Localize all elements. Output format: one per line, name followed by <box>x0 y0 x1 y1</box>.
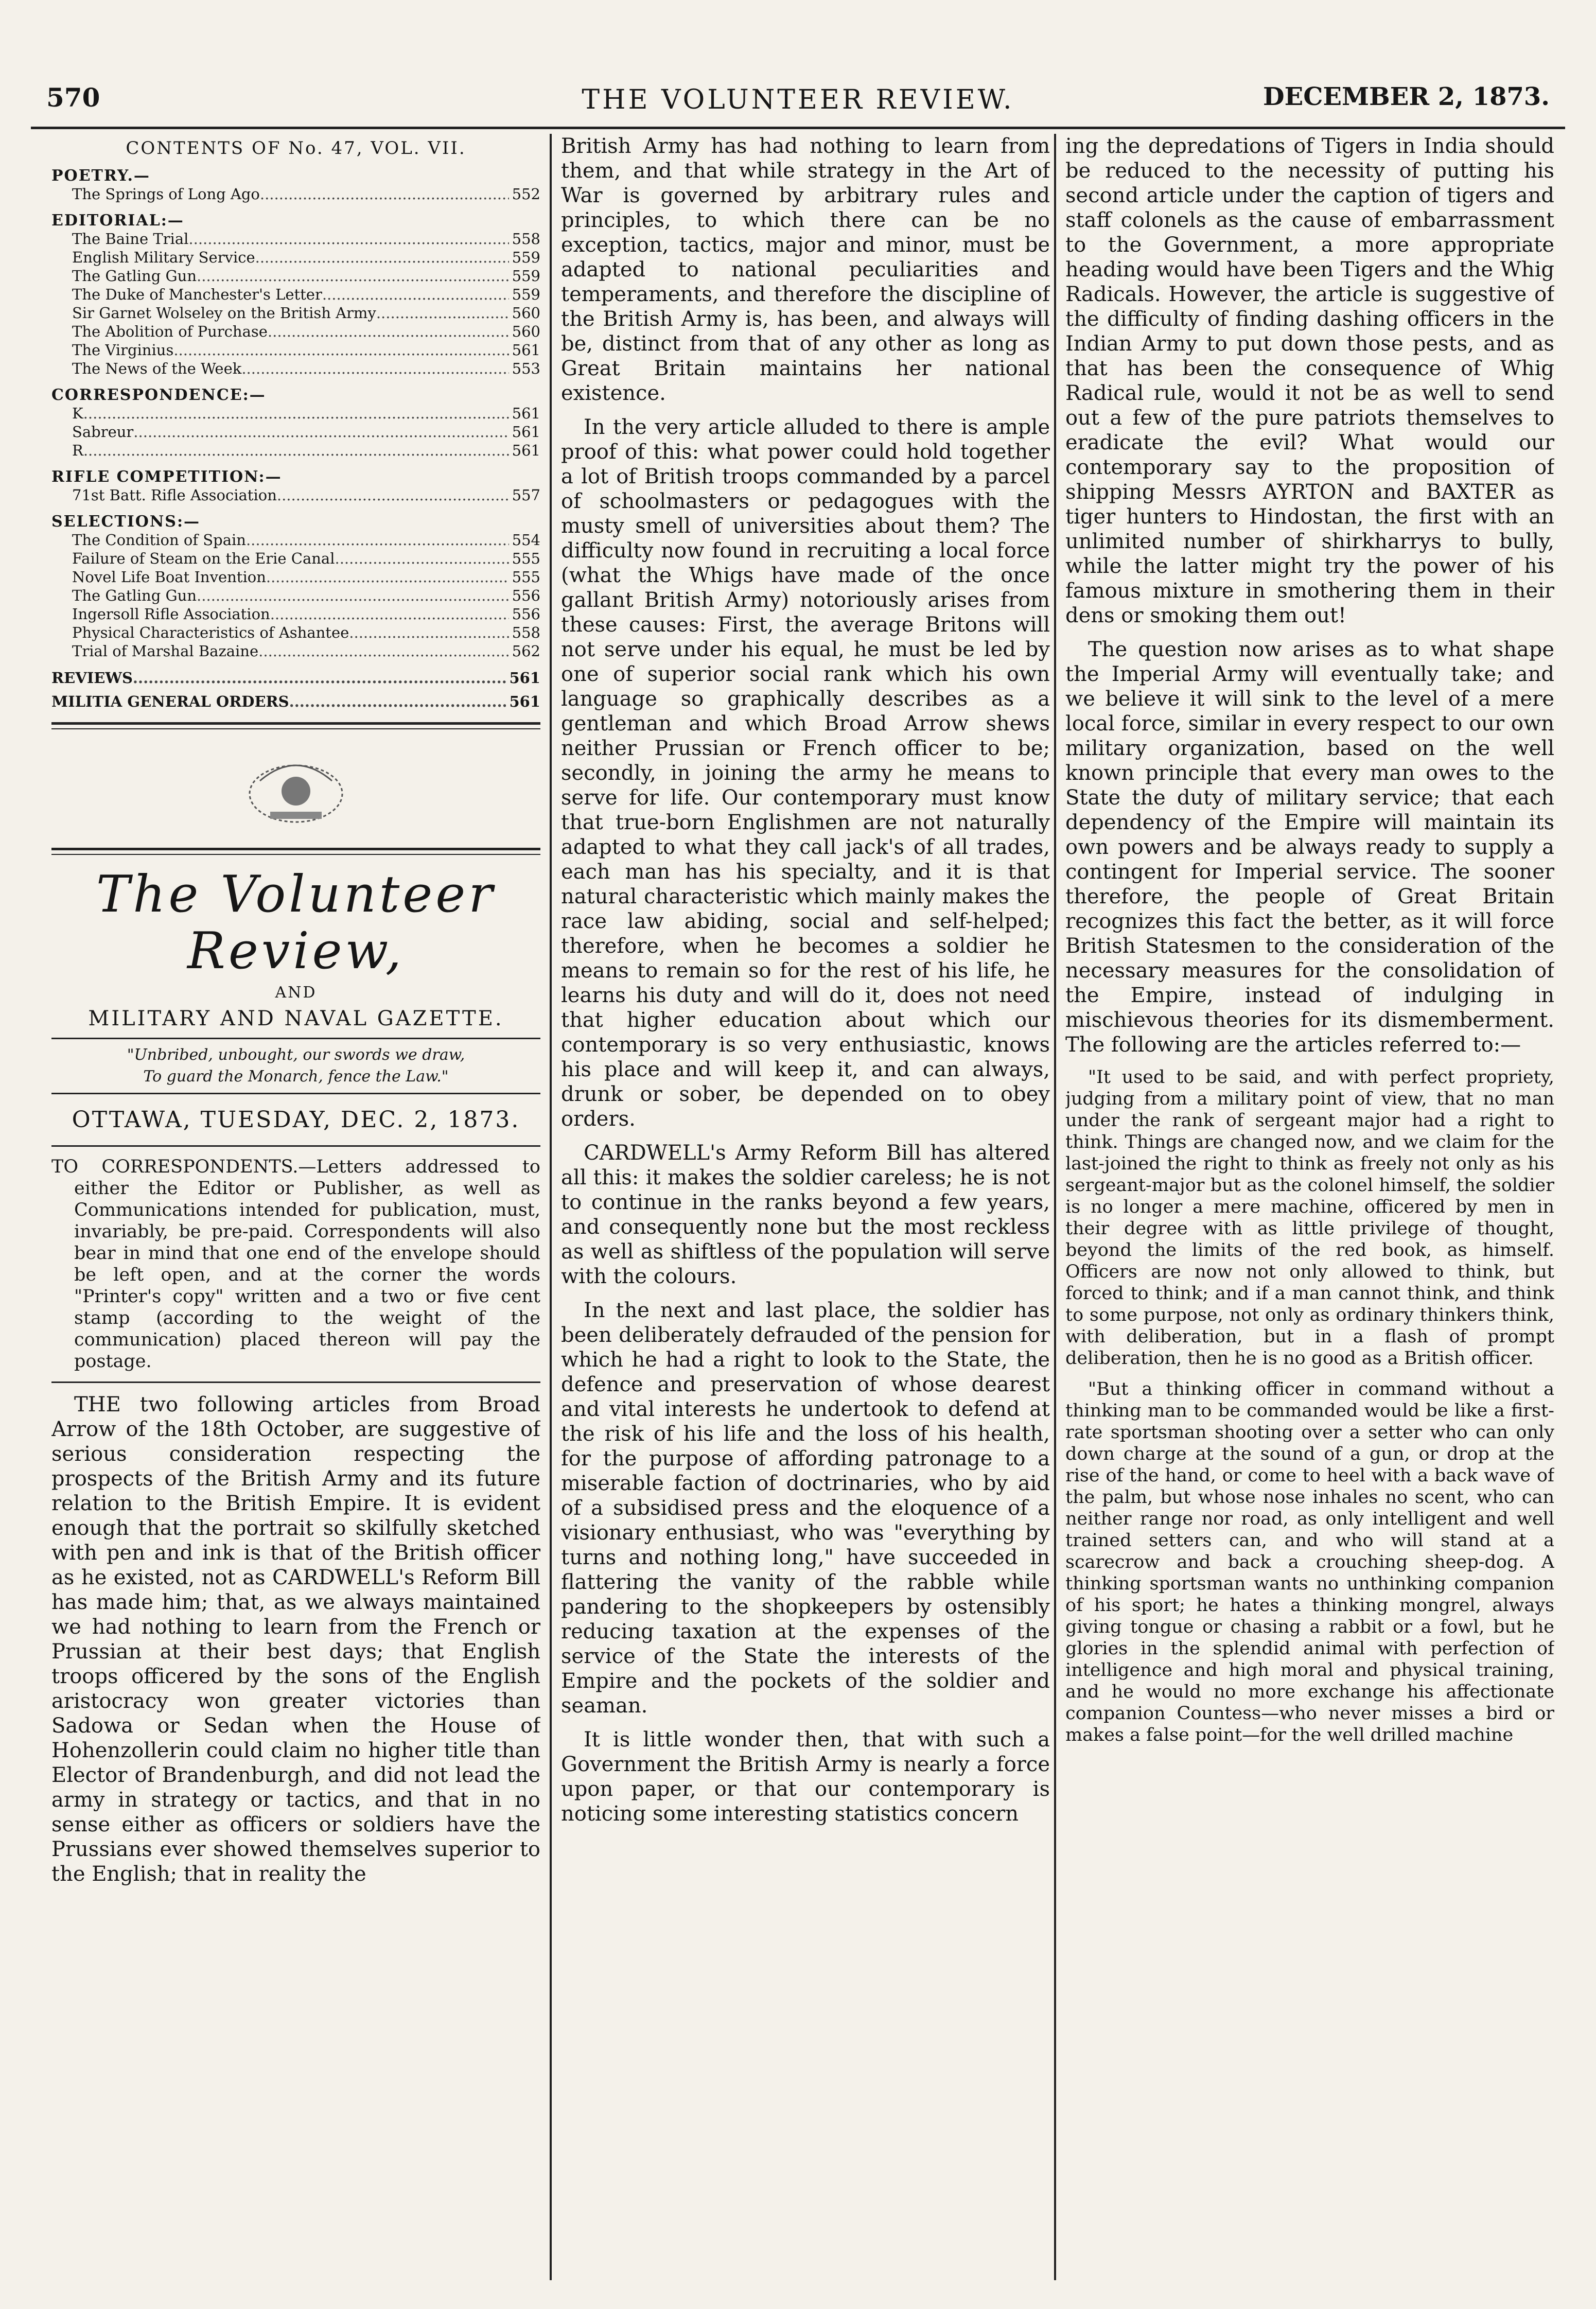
section-rule <box>51 722 540 729</box>
toc-item-page: 555 <box>512 568 540 586</box>
column-3 <box>1065 134 1554 2280</box>
section-rule <box>51 848 540 855</box>
toc-item <box>51 441 540 460</box>
rule <box>51 1145 540 1147</box>
paper-title: The Volunteer Review, <box>96 865 496 981</box>
toc-section-heading: POETRY.— <box>51 167 150 185</box>
toc-item <box>51 623 540 642</box>
column-1 <box>51 134 540 2280</box>
toc-item <box>51 568 540 586</box>
toc-item <box>51 341 540 359</box>
column-2 <box>561 134 1050 2280</box>
toc-item-label: Physical Characteristics of Ashantee <box>72 624 349 641</box>
toc-item-page: 561 <box>512 423 540 441</box>
article-paragraph: In the very article alluded to there is ample proof of this: what power could hold together a lot of British troops commanded by a parcel of schoolmasters or pedagogues with the musty smell of universities about them? The difficulty now found in recruiting a local force (what the Whigs have made of the once gallant British Army) notoriously arises from these causes: First, the average Britons will not serve under his equal, he must be led by one of superior social rank which his own language so graphically describes as a gentleman and which Broad Arrow shews neither Prussian or French officer to be; secondly, in joining the army he means to serve for life. Our contemporary must know that true-born Englishmen are not naturally adapted to what they call jack's of all trades, each man has his specialty, and it is that natural characteristic which mainly makes the race law abiding, social and self-helped; therefore, when he becomes a soldier he means to remain so for the rest of his life, he learns his duty and will do it, does not need that higher education about which our contemporary is so very enthusiastic, knows his place and will keep it, and can always, drunk or sober, be depended on to obey orders. <box>561 415 1050 1131</box>
toc-item-label: REVIEWS <box>51 669 133 687</box>
toc-item <box>51 285 540 304</box>
correspondents-notice: TO CORRESPONDENTS.—Letters addressed to either the Editor or Publisher, as well as Communications intended for publication, must, invariably, be pre-paid. Correspondents will also bear in mind that one end of the envelope should be left open, and at the corner the words "Printer's copy" written and a two or five cent stamp (according to the weight of the communication) placed thereon will pay the postage. <box>51 1157 540 1372</box>
toc-item <box>51 423 540 441</box>
toc-item-page: 561 <box>509 669 540 687</box>
toc-item <box>51 359 540 378</box>
article-paragraph: CARDWELL's Army Reform Bill has altered all this: it makes the soldier careless; he is not to continue in the ranks beyond a few years, and consequently none but the most reckless as well as shiftless of the population will serve with the colours. <box>561 1141 1050 1288</box>
toc-item-page: 552 <box>512 185 540 203</box>
toc-item-page: 554 <box>512 531 540 549</box>
paper-subtitle: MILITARY AND NAVAL GAZETTE. <box>88 1007 504 1030</box>
rule <box>51 1381 540 1383</box>
running-masthead: THE VOLUNTEER REVIEW. <box>582 84 1014 115</box>
toc-item <box>51 322 540 341</box>
toc-item-page: 557 <box>512 486 540 504</box>
quoted-paragraph: "But a thinking officer in command without a thinking man to be commanded would be like a first-rate sportsman shooting over a setter who can only down charge at the sound of a gun, or drop at the rise of the hand, or come to heel with a back wave of the palm, but whose nose inhales no scent, who can neither range nor road, as only intelligent and well trained setters can, and who will stand at a scarecrow and back a crouching sheep-dog. A thinking sportsman wants no unthinking companion of his sport; he hates a thinking mongrel, always giving tongue or chasing a rabbit or a fowl, but he glories in the splendid animal with perfection of intelligence and high moral and physical training, and he would no more exchange his affectionate companion Countess—who never misses a bird or makes a false point—for the well drilled machine <box>1065 1379 1554 1745</box>
toc-item <box>51 404 540 423</box>
dateline: OTTAWA, TUESDAY, DEC. 2, 1873. <box>72 1107 520 1133</box>
toc-item-label: The Condition of Spain <box>72 531 246 549</box>
toc-item-page: 553 <box>512 360 540 377</box>
toc-item-page: 562 <box>512 642 540 660</box>
toc-item <box>51 531 540 549</box>
toc-item <box>51 549 540 568</box>
column-rule <box>1054 134 1056 2280</box>
quoted-paragraph: "It used to be said, and with perfect propriety, judging from a military point of view, that no man under the rank of sergeant major had a right to think. Things are changed now, and we claim for the last-joined the right to think as freely not only as his sergeant-major but as the colonel himself, the soldier is no longer a mere machine, officered by men in their degree with as little privilege of thought, beyond the limits of the red book, as himself. Officers are now not only allowed to think, but forced to think; and if a man cannot think, and think to some purpose, not only as ordinary thinkers think, with deliberation, but in a flash of prompt deliberation, then he is no good as a British officer. <box>1065 1067 1554 1369</box>
toc-section-heading: EDITORIAL:— <box>51 212 184 230</box>
toc-item-page: 560 <box>512 323 540 340</box>
toc-item-page: 556 <box>512 587 540 604</box>
toc-item-label: The Baine Trial <box>72 230 189 248</box>
toc-item-label: The News of the Week <box>72 360 242 377</box>
toc-item-label: Novel Life Boat Invention <box>72 568 266 586</box>
article-paragraph: British Army has had nothing to learn from them, and that while strategy in the Art of War is governed by arbitrary rules and principles, to which there can be no exception, tactics, major and minor, must be adapted to national peculiarities and temperaments, and therefore the discipline of the British Army is, has been, and always will be, distinct from that of any other as long as Great Britain maintains her national existence. <box>561 134 1050 405</box>
toc-item-page: 561 <box>512 341 540 359</box>
toc-item <box>51 669 540 687</box>
toc-item <box>51 586 540 605</box>
toc-item-label: Ingersoll Rifle Association <box>72 605 270 623</box>
toc-item <box>51 486 540 504</box>
toc-item-label: The Gatling Gun <box>72 267 197 285</box>
toc-section-heading: RIFLE COMPETITION:— <box>51 468 282 486</box>
toc-item-label: The Gatling Gun <box>72 587 197 604</box>
toc-item-page: 558 <box>512 230 540 248</box>
rule <box>51 1093 540 1094</box>
header-date: DECEMBER 2, 1873. <box>1262 82 1550 111</box>
toc-item-label: The Abolition of Purchase <box>72 323 268 340</box>
toc-item <box>51 267 540 285</box>
toc-item <box>51 692 540 711</box>
toc-item <box>51 605 540 623</box>
toc-item-page: 559 <box>512 267 540 285</box>
toc-item-label: Sabreur <box>72 423 134 441</box>
toc-item-page: 559 <box>512 249 540 266</box>
toc-item-label: MILITIA GENERAL ORDERS <box>51 693 289 710</box>
column-rule <box>550 134 552 2280</box>
toc-item <box>51 248 540 267</box>
article-paragraph: The question now arises as to what shape the Imperial Army will eventually take; and we believe it will sink to the level of a mere local force, similar in every respect to our own military organization, based on the well known principle that every man owes to the State the duty of military service; that each dependency of the Empire will maintain its own powers and be always ready to supply a contingent for Imperial service. The sooner therefore, the people of Great Britain recognizes this fact the better, as it will force British Statesmen to the consideration of the necessary measures for the consolidation of the Empire, instead of indulging in mischievous theories for its dismemberment. The following are the articles referred to:— <box>1065 638 1554 1057</box>
toc-section-heading: CORRESPONDENCE:— <box>51 386 266 404</box>
toc-item <box>51 230 540 248</box>
toc-item-page: 560 <box>512 304 540 322</box>
toc-item-page: 561 <box>509 693 540 710</box>
motto-line: To guard the Monarch, fence the Law." <box>143 1068 449 1086</box>
toc-item-label: English Military Service <box>72 249 255 266</box>
contents-title: CONTENTS OF No. 47, VOL. VII. <box>126 138 466 159</box>
toc-item <box>51 185 540 203</box>
motto-line: "Unbribed, unbought, our swords we draw, <box>127 1046 465 1064</box>
toc-item <box>51 642 540 660</box>
toc-item-label: K <box>72 405 83 422</box>
toc-item-page: 561 <box>512 405 540 422</box>
toc-item-label: The Virginius <box>72 341 174 359</box>
toc-item-page: 556 <box>512 605 540 623</box>
article-paragraph: THE two following articles from Broad Arrow of the 18th October, are suggestive of serious consideration respecting the prospects of the British Army and its future relation to the British Empire. It is evident enough that the portrait so skilfully sketched with pen and ink is that of the British officer as he existed, not as CARDWELL's Reform Bill has made him; that, as we always maintained we had nothing to learn from the French or Prussian at their best days; that English troops officered by the sons of the English aristocracy won greater victories than Sadowa or Sedan when the House of Hohenzollerin could claim no higher title than Elector of Brandenburgh, and did not lead the army in strategy or tactics, and that in no sense either as officers or soldiers have the Prussians ever showed themselves superior to the English; that in reality the <box>51 1393 540 1886</box>
toc-item-label: R <box>72 442 83 459</box>
ornament-vignette <box>51 745 540 832</box>
toc-item-label: The Springs of Long Ago <box>72 185 260 203</box>
toc-item-label: Sir Garnet Wolseley on the British Army <box>72 304 376 322</box>
paper-and: AND <box>275 984 317 1002</box>
rule <box>51 1038 540 1039</box>
toc-item-label: Failure of Steam on the Erie Canal <box>72 550 335 567</box>
toc-section-heading: SELECTIONS:— <box>51 513 201 531</box>
page-header <box>31 77 1565 124</box>
toc-item-page: 558 <box>512 624 540 641</box>
toc-item-page: 561 <box>512 442 540 459</box>
toc-item-page: 555 <box>512 550 540 567</box>
article-paragraph: In the next and last place, the soldier has been deliberately defrauded of the pension for which he had a right to look to the State, the defence and preservation of whose dearest and vital interests he undertook to defend at the risk of his life and the loss of his health, for the purpose of affording patronage to a miserable faction of doctrinaries, who by aid of a subsidised press and the eloquence of a visionary enthusiast, who was "everything by turns and nothing long," have succeeded in flattering the vanity of the rabble while pandering to the shopkeepers by ostensibly reducing taxation at the expenses of the service of the State the interests of the Empire and the pockets of the soldier and seaman. <box>561 1299 1050 1718</box>
page-number: 570 <box>46 82 100 113</box>
header-rule <box>31 127 1565 129</box>
article-paragraph: ing the depredations of Tigers in India should be reduced to the necessity of putting his second article under the caption of tigers and staff colonels as the cause of embarrassment to the Government, a more appropriate heading would have been Tigers and the Whig Radicals. However, the article is suggestive of the difficulty of finding dashing officers in the Indian Army to put down those pests, and as that has been the consequence of Whig Radical rule, would it not be as well to send out a few of the pure patriots themselves to eradicate the evil? What would our contemporary say to the proposition of shipping Messrs AYRTON and BAXTER as tiger hunters to Hindostan, the first with an unlimited number of shirkharrys to bully, while the latter might try the power of his famous mixture in smothering them in their dens or smoking them out! <box>1065 134 1554 627</box>
toc-item <box>51 304 540 322</box>
toc-item-label: Trial of Marshal Bazaine <box>72 642 259 660</box>
toc-item-page: 559 <box>512 286 540 303</box>
article-paragraph: It is little wonder then, that with such a Government the British Army is nearly a force upon paper, or that our contemporary is noticing some interesting statistics concern <box>561 1728 1050 1826</box>
toc-item-label: 71st Batt. Rifle Association <box>72 486 277 504</box>
toc-item-label: The Duke of Manchester's Letter <box>72 286 322 303</box>
